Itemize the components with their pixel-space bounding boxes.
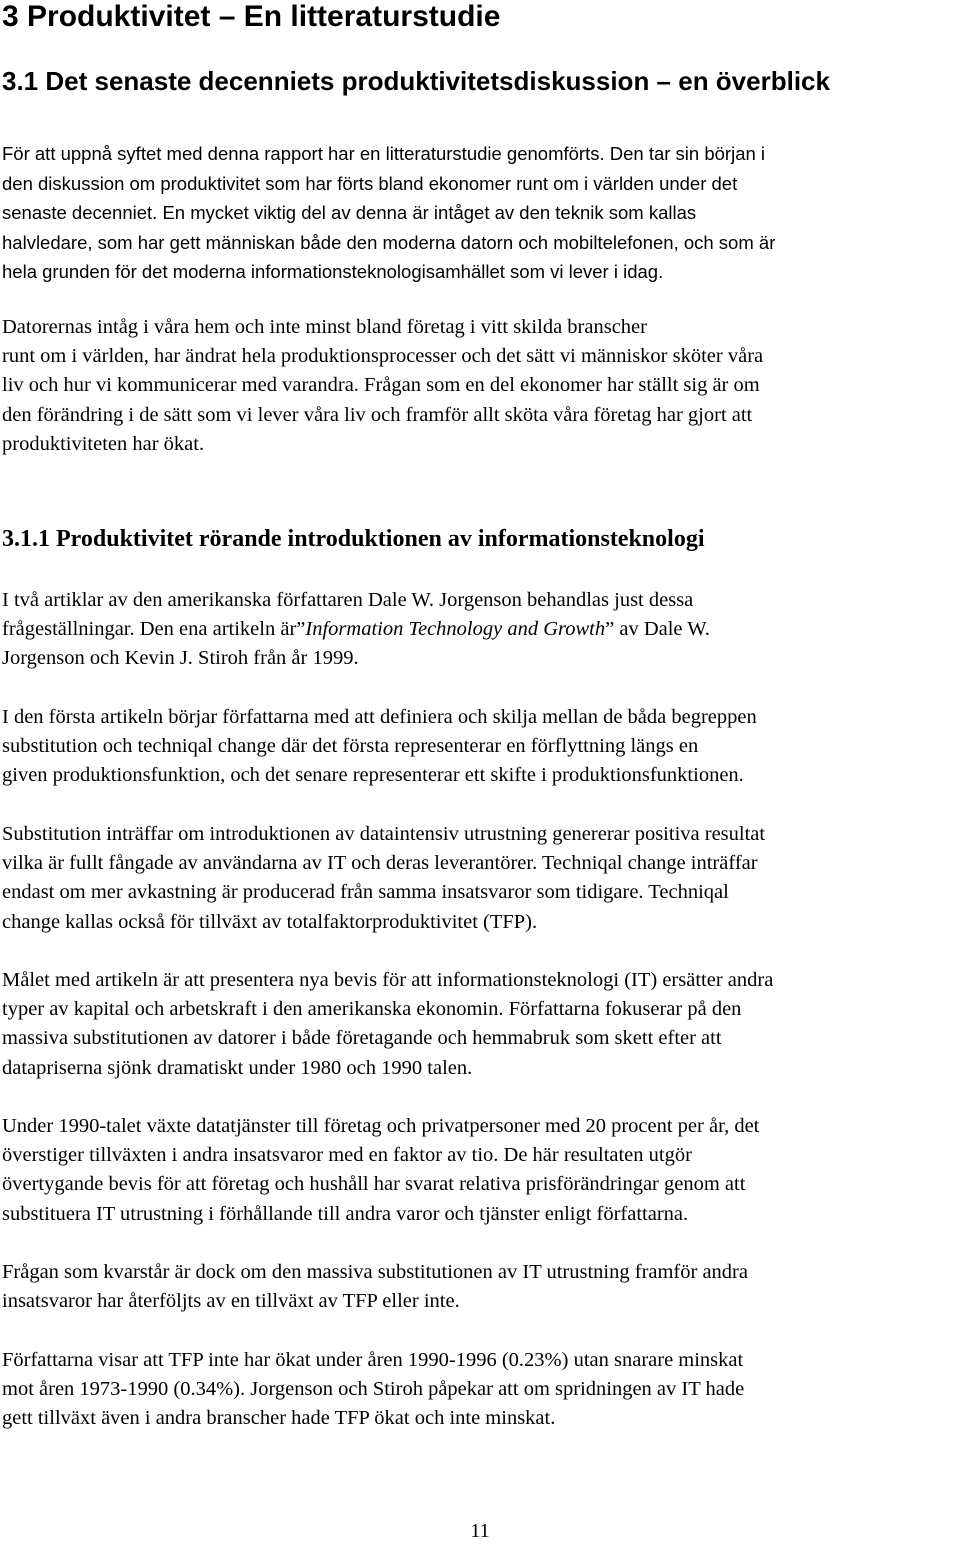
text-line: senaste decenniet. En mycket viktig del av denna är intåget av den teknik som kallas — [2, 202, 697, 223]
text-line: För att uppnå syftet med denna rapport har en litteraturstudie genomförts. Den tar sin början i — [2, 143, 766, 164]
text-line: Målet med artikeln är att presentera nya bevis för att informationsteknologi (IT) ersätter andra — [2, 969, 774, 991]
text-line: Datorernas intåg i våra hem och inte minst bland företag i vitt skilda branscher — [2, 316, 647, 338]
subsection-paragraph-1 — [2, 703, 952, 791]
subsection-paragraph-3 — [2, 966, 952, 1083]
text-line: typer av kapital och arbetskraft i den amerikanska ekonomin. Författarna fokuserar på den — [2, 998, 742, 1021]
text-line: övertygande bevis för att företag och hushåll har svarat relativa prisförändringar genom att — [2, 1173, 746, 1196]
text-line: produktiviteten har ökat. — [2, 432, 205, 455]
text-fragment: av Dale W. — [619, 618, 710, 641]
text-line: överstiger tillväxten i andra insatsvaror med en faktor av tio. De här resultaten utgör — [2, 1144, 692, 1167]
text-line: hela grunden för det moderna informationsteknologisamhället som vi lever i idag. — [2, 261, 664, 282]
subsection-intro — [2, 586, 952, 674]
subsection-paragraph-2 — [2, 820, 952, 937]
text-line: halvledare, som har gett människan både den moderna datorn och mobiltelefonen, och som är — [2, 231, 776, 253]
subsection-paragraph-5 — [2, 1258, 952, 1316]
text-line: den förändring i de sätt som vi lever våra liv och framför allt sköta våra företag har gjort att — [2, 403, 753, 426]
text-fragment: frågeställningar. Den ena artikeln är — [2, 618, 297, 641]
article-title: Information Technology and Growth — [305, 618, 606, 641]
text-line: substitution och techniqal change där det första representerar en förflyttning längs en — [2, 735, 699, 758]
subsection-paragraph-4 — [2, 1112, 952, 1229]
text-line: substituera IT utrustning i förhållande till andra varor och tjänster enligt författarna. — [2, 1202, 689, 1225]
text-line: I den första artikeln börjar författarna med att definiera och skilja mellan de båda begreppen — [2, 706, 757, 728]
text-line: endast om mer avkastning är producerad från samma insatsvaror som tidigare. Techniqal — [2, 881, 729, 904]
text-line: massiva substitutionen av datorer i både företagande och hemmabruk som skett efter att — [2, 1027, 722, 1050]
section-paragraph-1 — [2, 139, 952, 287]
text-line: Substitution inträffar om introduktionen av dataintensiv utrustning genererar positiva resultat — [2, 823, 766, 845]
text-line: given produktionsfunktion, och det senare representerar ett skifte i produktionsfunktionen. — [2, 764, 744, 787]
text-line: gett tillväxt även i andra branscher hade TFP ökat och inte minskat. — [2, 1407, 556, 1430]
text-line: frågeställningar. Den ena artikeln är”Information Technology and Growth” av Dale W. — [2, 618, 710, 641]
text-line: Frågan som kvarstår är dock om den massiva substitutionen av IT utrustning framför andra — [2, 1261, 748, 1283]
text-line: den diskussion om produktivitet som har förts bland ekonomer runt om i världen under det — [2, 172, 738, 194]
text-line: I två artiklar av den amerikanska författaren Dale W. Jorgenson behandlas just dessa — [2, 589, 694, 611]
chapter-heading: 3 Produktivitet – En litteraturstudie — [2, 0, 501, 33]
text-line: mot åren 1973-1990 (0.34%). Jorgenson och Stiroh påpekar att om spridningen av IT hade — [2, 1378, 745, 1401]
text-line: vilka är fullt fångade av användarna av IT och deras leverantörer. Techniqal change inträffar — [2, 852, 758, 875]
text-line: insatsvaror har återföljts av en tillväxt av TFP eller inte. — [2, 1290, 460, 1313]
text-line: liv och hur vi kommunicerar med varandra. Frågan som en del ekonomer har ställt sig är om — [2, 374, 760, 397]
text-line: runt om i världen, har ändrat hela produktionsprocesser och det sätt vi människor sköter våra — [2, 345, 764, 368]
subsection-paragraph-6 — [2, 1346, 952, 1434]
text-line: datapriserna sjönk dramatiskt under 1980 och 1990 talen. — [2, 1056, 473, 1079]
section-paragraph-2 — [2, 313, 952, 459]
section-heading: 3.1 Det senaste decenniets produktivitetsdiskussion – en överblick — [2, 66, 830, 96]
page-number: 11 — [470, 1520, 490, 1542]
subsection-heading: 3.1.1 Produktivitet rörande introduktionen av informationsteknologi — [2, 526, 705, 552]
text-line: Författarna visar att TFP inte har ökat under åren 1990-1996 (0.23%) utan snarare minskat — [2, 1349, 744, 1371]
text-line: Under 1990-talet växte datatjänster till företag och privatpersoner med 20 procent per år, det — [2, 1115, 760, 1137]
text-line: Jorgenson och Kevin J. Stiroh från år 1999. — [2, 647, 359, 670]
text-line: change kallas också för tillväxt av totalfaktorproduktivitet (TFP). — [2, 910, 538, 933]
